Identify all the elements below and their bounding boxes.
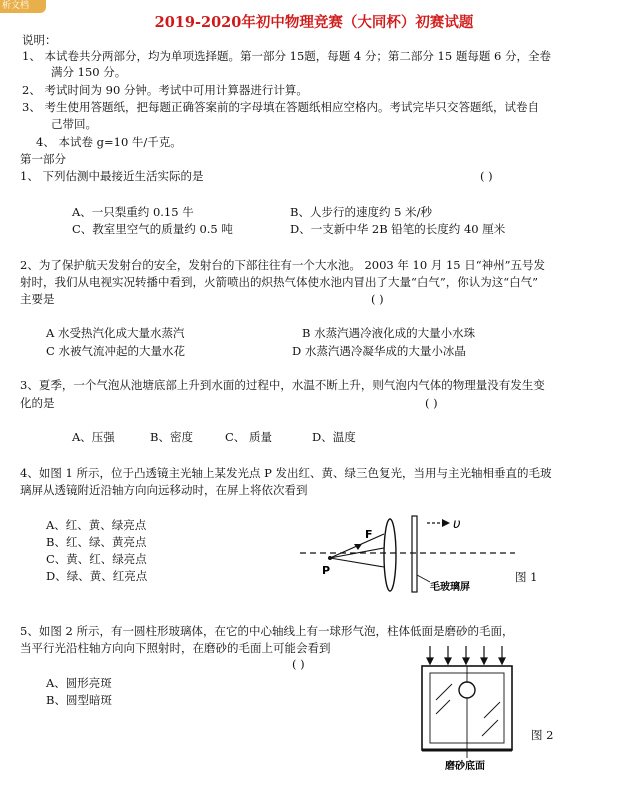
figure-1-caption: 图 1: [515, 570, 538, 584]
question-1-option-c: C、教室里空气的质量约 0.5 吨: [72, 222, 233, 236]
question-5-option-a: A、圆形亮斑: [46, 676, 112, 690]
light-point: [328, 556, 332, 560]
instructions-heading: 说明：: [22, 33, 57, 47]
question-3-line: 化的是: [20, 396, 55, 410]
light-ray: [330, 558, 384, 567]
question-5-line: 5、如图 2 所示，有一圆柱形玻璃体，在它的中心轴线上有一球形气泡，柱体低面是磨砂的毛面，: [20, 624, 514, 638]
answer-blank: ( ): [371, 292, 384, 306]
answer-blank: ( ): [480, 169, 493, 183]
glass-hatch: [436, 684, 452, 700]
glass-hatch: [436, 700, 450, 714]
question-3-option-d: D、温度: [312, 430, 356, 444]
question-2-line: 2、为了保护航天发射台的安全，发射台的下部往往有一个大水池。 2003 年 10 月 15 日“神州”五号发: [20, 258, 546, 272]
question-3-option-a: A、压强: [72, 430, 115, 444]
question-4-option-a: A、红、黄、绿亮点: [46, 518, 147, 532]
label-f: F: [365, 528, 373, 541]
arrow-icon: [442, 519, 450, 527]
instruction-line: 2、 考试时间为 90 分钟。考试中可用计算器进行计算。: [22, 83, 308, 97]
answer-blank: ( ): [292, 657, 305, 671]
glass-hatch: [482, 720, 498, 736]
label-screen: 毛玻璃屏: [430, 582, 470, 593]
instruction-line: 4、 本试卷 g=10 牛/千克。: [36, 135, 182, 149]
instruction-line: 己带回。: [51, 117, 97, 131]
question-2-line: 主要是: [20, 292, 55, 306]
question-3-option-c: C、 质量: [225, 430, 272, 444]
figure-2-caption: 图 2: [531, 728, 554, 742]
label-p: P: [322, 564, 331, 577]
question-4-option-c: C、黄、红、绿亮点: [46, 552, 147, 566]
source-badge: 析文档: [0, 0, 46, 13]
frosted-glass-screen: [412, 516, 417, 592]
question-2-option-c: C 水被气流冲起的大量水花: [46, 344, 185, 358]
glass-hatch: [484, 702, 500, 718]
question-4-line: 璃屏从透镜附近沿轴方向向远移动时，在屏上将依次看到: [20, 483, 308, 497]
question-2-option-a: A 水受热汽化成大量水蒸汽: [46, 326, 185, 340]
figure-2-glass-cylinder: [410, 640, 530, 775]
label-frosted-bottom: 磨砂底面: [445, 761, 485, 772]
question-1-option-a: A、一只梨重约 0.15 牛: [72, 205, 194, 219]
question-4-line: 4、如图 1 所示，位于凸透镜主光轴上某发光点 P 发出红、黄、绿三色复光，当用与主光轴相垂直的毛玻: [20, 466, 552, 480]
question-5-option-b: B、圆型暗斑: [46, 693, 112, 707]
page-title: 2019-2020年初中物理竞赛（大同杯）初赛试题: [154, 14, 474, 31]
convex-lens: [384, 519, 396, 591]
question-2-option-d: D 水蒸汽遇冷凝华成的大量小冰晶: [292, 344, 466, 358]
question-1-stem: 1、 下列估测中最接近生活实际的是: [20, 169, 204, 183]
question-3-option-b: B、密度: [150, 430, 193, 444]
instruction-line: 满分 150 分。: [51, 65, 127, 79]
question-2-line: 射时，我们从电视实况转播中看到，火箭喷出的炽热气体使水池内冒出了大量“白气”，你认为这“白气”: [20, 275, 539, 289]
instruction-line: 1、 本试卷共分两部分，均为单项选择题。第一部分 15题，每题 4 分；第二部分 15 题每题 6 分，全卷: [22, 49, 551, 63]
air-bubble: [459, 682, 475, 698]
instruction-line: 3、 考生使用答题纸，把每题正确答案前的字母填在答题纸相应空格内。考试完毕只交答题纸，试卷自: [22, 100, 539, 114]
question-2-option-b: B 水蒸汽遇冷液化成的大量小水珠: [302, 326, 476, 340]
part-heading: 第一部分: [20, 152, 66, 166]
question-1-option-d: D、一支新中华 2B 铅笔的长度约 40 厘米: [290, 222, 506, 236]
question-5-line: 当平行光沿柱轴方向向下照射时，在磨砂的毛面上可能会看到: [20, 641, 331, 655]
question-3-line: 3、夏季，一个气泡从池塘底部上升到水面的过程中，水温不断上升，则气泡内气体的物理量没有发生变: [20, 378, 545, 392]
question-4-option-d: D、绿、黄、红亮点: [46, 569, 148, 583]
leader-line: [417, 575, 430, 582]
parallel-light-arrows: [427, 646, 505, 664]
label-velocity: υ: [453, 517, 461, 532]
question-1-option-b: B、人步行的速度约 5 米/秒: [290, 205, 432, 219]
question-4-option-b: B、红、绿、黄亮点: [46, 535, 147, 549]
figure-1-lens-diagram: [290, 500, 550, 600]
answer-blank: ( ): [425, 396, 438, 410]
